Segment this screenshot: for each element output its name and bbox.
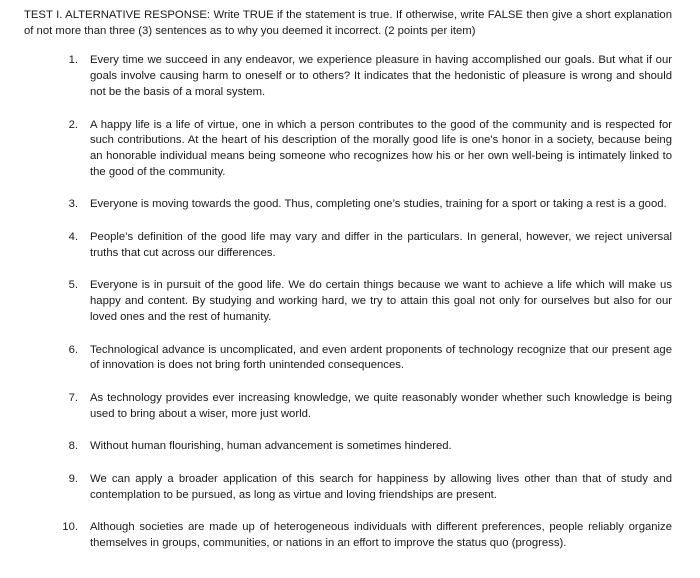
question-text: Every time we succeed in any endeavor, we experience pleasure in having accomplished our goals. But what if our goals involve causing harm to oneself or to others? It indicates that the hedonistic of pleasure is wrong and should not be the basis of a moral system. xyxy=(90,54,672,98)
question-text: We can apply a broader application of this search for happiness by allowing lives other than that of study and contemplation to be pursued, as long as virtue and loving friendships are present. xyxy=(90,473,672,501)
test-instructions: TEST I. ALTERNATIVE RESPONSE: Write TRUE if the statement is true. If otherwise, write FALSE then give a short explanation of not more than three (3) sentences as to why you deemed it incorrect. (2 points per item) xyxy=(24,9,672,37)
question-item xyxy=(24,118,672,181)
question-number: 5. xyxy=(68,279,78,292)
question-text: People’s definition of the good life may vary and differ in the particulars. In general, however, we reject universal truths that cut across our differences. xyxy=(90,231,672,259)
question-number: 9. xyxy=(68,473,78,486)
question-item xyxy=(24,391,672,422)
question-list xyxy=(24,53,672,551)
question-text: A happy life is a life of virtue, one in which a person contributes to the good of the community and is respected for such contributions. At the heart of his description of the morally good life is one's honor in a society, because being an honorable individual means being someone who recognizes how his or her own well-being is intimately linked to the good of the community. xyxy=(90,118,672,178)
question-number: 10. xyxy=(62,521,78,534)
question-text: Although societies are made up of heterogeneous individuals with different preferences, people reliably organize themselves in groups, communities, or nations in an effort to improve the status quo (progress). xyxy=(90,521,672,550)
question-text: Without human flourishing, human advancement is sometimes hindered. xyxy=(90,440,452,453)
question-item xyxy=(24,197,672,213)
question-number: 3. xyxy=(68,198,78,211)
question-number: 6. xyxy=(68,343,78,356)
question-text: As technology provides ever increasing knowledge, we quite reasonably wonder whether such knowledge is being used to bring about a wiser, more just world. xyxy=(90,391,672,420)
question-number: 7. xyxy=(68,391,78,404)
question-item xyxy=(24,472,672,503)
question-item xyxy=(24,343,672,374)
question-number: 1. xyxy=(68,54,78,67)
question-number: 2. xyxy=(68,118,78,131)
question-text: Everyone is in pursuit of the good life. We do certain things because we want to achieve a life which will make us happy and content. By studying and working hard, we try to attain this goal not only for ourselves but also for our loved ones and the rest of humanity. xyxy=(90,279,672,323)
question-item xyxy=(24,230,672,261)
question-number: 4. xyxy=(68,231,78,244)
question-number: 8. xyxy=(68,440,78,453)
question-item xyxy=(24,278,672,325)
question-text: Technological advance is uncomplicated, and even ardent proponents of technology recognize that our present age of innovation is does not bring forth unintended consequences. xyxy=(90,343,672,372)
question-item xyxy=(24,520,672,551)
question-item xyxy=(24,53,672,100)
question-item xyxy=(24,439,672,455)
question-text: Everyone is moving towards the good. Thus, completing one’s studies, training for a sport or taking a rest is a good. xyxy=(90,198,667,211)
